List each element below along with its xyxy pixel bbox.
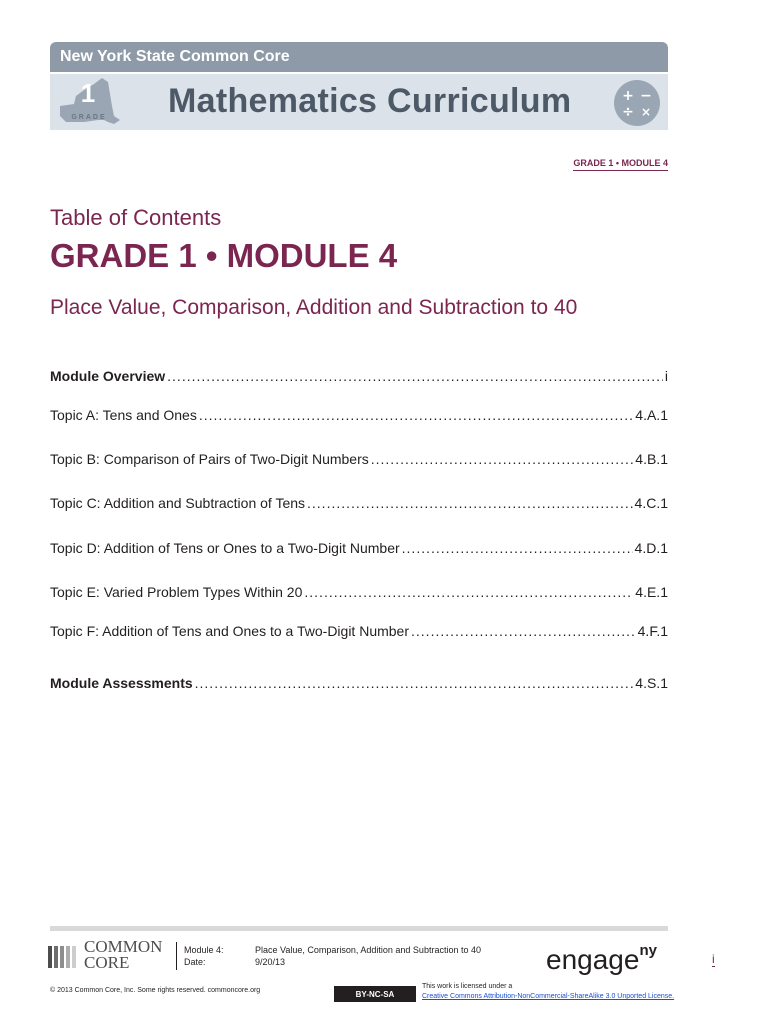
toc-entry-module-assessments[interactable]: [50, 675, 668, 691]
toc-entry-page: 4.D.1: [634, 540, 668, 556]
toc-entry-page: 4.F.1: [637, 623, 668, 639]
svg-text:−: −: [640, 88, 652, 104]
toc-entry-module-overview[interactable]: [50, 368, 668, 384]
date-label: Date:: [184, 957, 206, 967]
dot-leader: [307, 495, 633, 511]
footer-meta-labels: [184, 944, 224, 968]
module-heading: GRADE 1 • MODULE 4: [50, 237, 398, 274]
svg-text:÷: ÷: [622, 104, 634, 120]
toc-entry-label: Module Overview: [50, 368, 166, 384]
toc-entry-label: Topic C: Addition and Subtraction of Tens: [50, 495, 306, 511]
dot-leader: [167, 368, 663, 384]
toc-entry-label: Topic D: Addition of Tens or Ones to a Two-Digit Number: [50, 540, 400, 556]
toc-entry-label: Topic A: Tens and Ones: [50, 407, 197, 423]
dot-leader: [199, 407, 633, 423]
curriculum-banner: [50, 74, 668, 130]
toc-entry-topic-f[interactable]: [50, 623, 668, 639]
toc-entry-page: i: [664, 368, 668, 384]
toc-entry-topic-e[interactable]: [50, 584, 668, 600]
toc-entry-page: 4.B.1: [635, 451, 668, 467]
module-value: Place Value, Comparison, Addition and Subtraction to 40: [255, 945, 481, 955]
dot-leader: [411, 623, 636, 639]
toc-entry-label: Topic B: Comparison of Pairs of Two-Digit Numbers: [50, 451, 369, 467]
license-line: This work is licensed under a: [422, 983, 513, 990]
dot-leader: [371, 451, 634, 467]
math-operations-icon: [613, 79, 661, 127]
module-tag: GRADE 1 • MODULE 4: [573, 158, 668, 171]
toc-entry-page: 4.S.1: [635, 675, 668, 691]
org-name: New York State Common Core: [60, 48, 290, 65]
svg-text:+: +: [622, 88, 634, 104]
toc-entry-label: Module Assessments: [50, 675, 193, 691]
org-banner: [50, 42, 668, 72]
copyright-text: © 2013 Common Core, Inc. Some rights reserved. commoncore.org: [50, 987, 261, 994]
engageny-logo: engage$^{ny}$: [546, 941, 657, 975]
common-core-brand: [84, 939, 162, 971]
creative-commons-badge: [334, 986, 416, 1002]
toc-title: Table of Contents: [50, 205, 222, 230]
dot-leader: [402, 540, 633, 556]
footer-separator: [176, 942, 177, 970]
module-label: Module 4:: [184, 945, 224, 955]
toc-entry-page: 4.A.1: [635, 407, 668, 423]
svg-text:×: ×: [640, 105, 652, 119]
license-notice: [422, 982, 674, 1002]
footer-divider: [50, 926, 668, 931]
toc-entry-topic-b[interactable]: [50, 451, 668, 467]
toc-entry-page: 4.C.1: [634, 495, 668, 511]
dot-leader: [304, 584, 633, 600]
toc-entry-topic-c[interactable]: [50, 495, 668, 511]
toc-entry-page: 4.E.1: [635, 584, 668, 600]
date-value: 9/20/13: [255, 957, 286, 967]
page-number: i: [712, 952, 715, 966]
common-core-logo-icon: [48, 944, 78, 968]
license-link[interactable]: Creative Commons Attribution-NonCommercial-ShareAlike 3.0 Unported License.: [422, 993, 675, 1000]
module-subtitle: Place Value, Comparison, Addition and Subtraction to 40: [50, 296, 578, 319]
curriculum-title: Mathematics Curriculum: [168, 82, 572, 120]
toc-entry-label: Topic F: Addition of Tens and Ones to a Two-Digit Number: [50, 623, 410, 639]
cc-badge-label: BY-NC-SA: [355, 989, 395, 999]
footer-meta-values: [255, 944, 481, 968]
toc-entry-topic-d[interactable]: [50, 540, 668, 556]
brand-line-2: CORE: [84, 953, 130, 972]
toc-entry-label: Topic E: Varied Problem Types Within 20: [50, 584, 303, 600]
brand-line-1: COMMON: [84, 937, 163, 956]
grade-label: GRADE: [71, 114, 107, 121]
grade-number: 1: [80, 78, 96, 108]
toc-entry-topic-a[interactable]: [50, 407, 668, 423]
dot-leader: [195, 675, 634, 691]
